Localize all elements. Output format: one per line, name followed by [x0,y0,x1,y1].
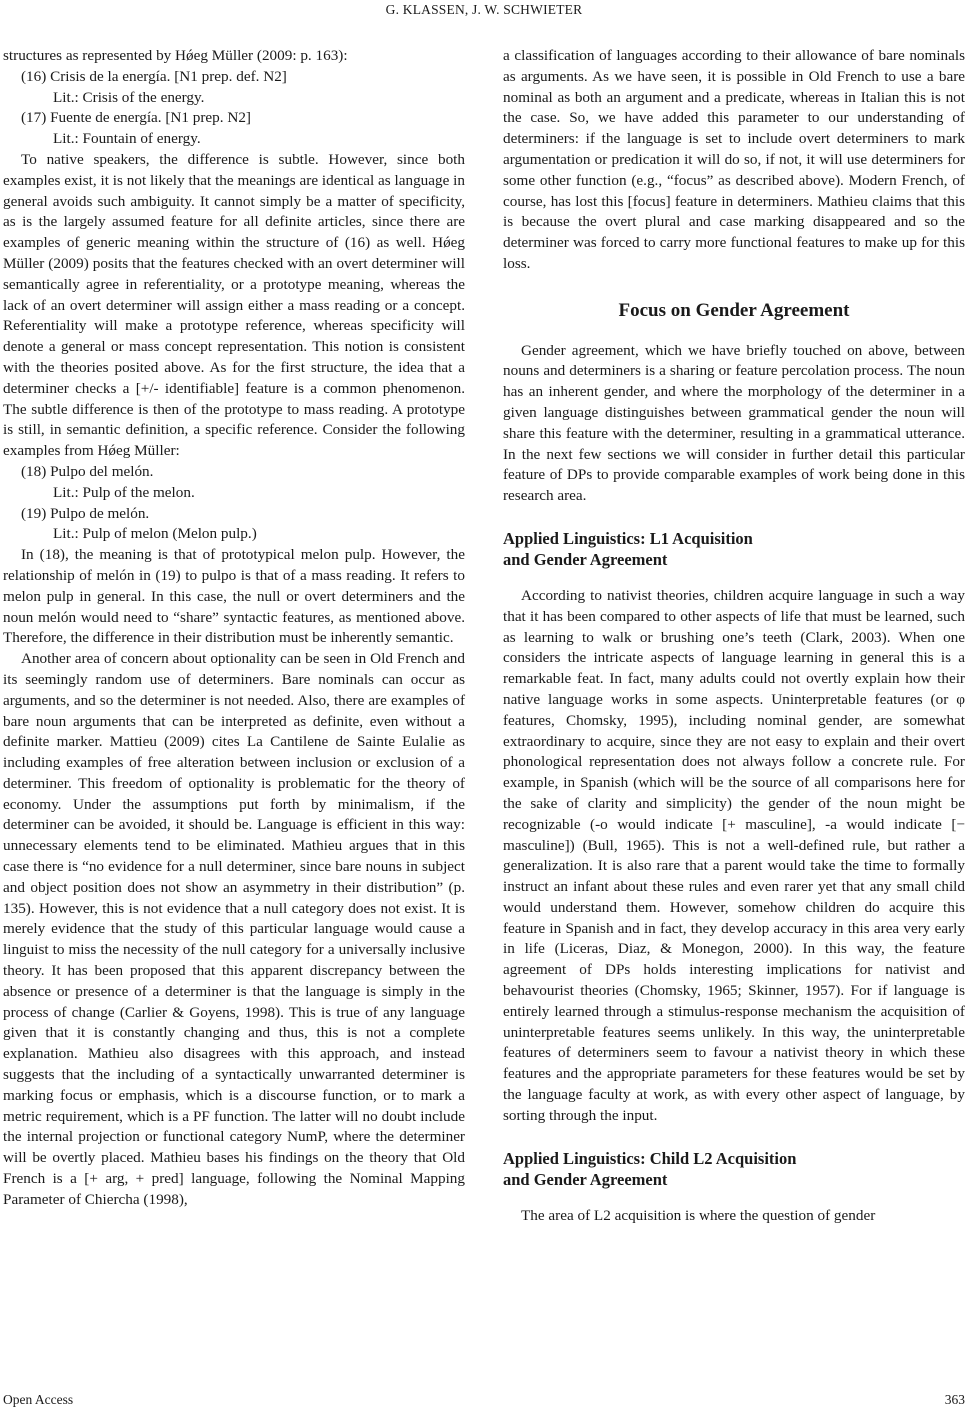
subsection-heading-line: and Gender Agreement [503,1169,668,1189]
example-19: (19) Pulpo de melón. [21,504,150,522]
example-18: (18) Pulpo del melón. [21,462,154,480]
paragraph: In (18), the meaning is that of prototypical melon pulp. However, the relationship of melón in (19) to pulpo is that of a mass reading. It refers to melon pulp in general. In this case, the null or overt determiners and the noun melón would need to “share” syntactic features, as mentioned above. Therefore, the difference in their distribution must be inherently semantic. [3,546,465,647]
example-17: (17) Fuente de energía. [N1 prep. N2] [21,109,251,127]
page-number: 363 [944,1392,965,1407]
example-19-gloss: Lit.: Pulp of melon (Melon pulp.) [53,525,257,543]
subsection-heading-line: Applied Linguistics: Child L2 Acquisition [503,1148,797,1168]
subsection-heading-line: Applied Linguistics: L1 Acquisition [503,528,753,548]
subsection-heading-line: and Gender Agreement [503,549,668,569]
example-17-gloss: Lit.: Fountain of energy. [53,130,201,148]
subsection-heading [503,528,965,570]
paragraph: The area of L2 acquisition is where the question of gender [521,1206,876,1224]
paragraph: Gender agreement, which we have briefly touched on above, between nouns and determiners is a sharing or feature percolation process. The noun has an inherent gender, and where the morphology of the determiner in a given language distinguishes between grammatical gender the noun will share this feature with the determiner, resulting in a grammatical utterance. In the next few sections we will consider in further detail this particular feature of DPs to provide comparable examples of work being done in this research area. [503,341,965,505]
example-18-gloss: Lit.: Pulp of the melon. [53,483,195,501]
example-16-gloss: Lit.: Crisis of the energy. [53,88,205,106]
paragraph: a classification of languages according to their allowance of bare nominals as arguments. As we have seen, it is possible in Old French to use a bare nominal as both an argument and a predicate, whereas in Italian this is not the case. So, we have added this parameter to our understanding of determiners: if the language is set to include overt determiners to mark argumentation or predication it will do so, if not, it will use determiners for some other function (e.g., “focus” as described above). Modern French, of course, has lost this [focus] feature in determiners. Mathieu claims that this is because the overt plural and case marking disappeared and so the determiner was forced to carry more functional features to make up for this loss. [503,47,965,272]
paragraph: Another area of concern about optionality can be seen in Old French and its seemingly random use of determiners. Bare nominals can occur as arguments, and so the determiner is not needed. Also, there are examples of bare noun arguments that can be interpreted as definite, even without a definite marker. Mattieu (2009) cites La Cantilene de Sainte Eulalie as including examples of free alteration between inclusion or exclusion of a determiner. This freedom of optionality is problematic for the theory of economy. Under the assumptions put forth by minimalism, if the determiner can be avoided, it should be. Language is efficient in this way: unnecessary elements tend to be eliminated. Mathieu argues that in this case there is “no evidence for a null determiner, since bare nouns in subject and object position does not show an asymmetry in their distribution” (p. 135). However, this is not evidence that a null category does not exist. It is merely evidence that the study of this particular language would cause a linguist to miss the necessity of the null category for a universally inclusive theory. It has been proposed that this apparent discrepancy between the absence or presence of a determiner is that the language is simply in the process of change (Carlier & Goyens, 1998). This is true of any language given that it is constantly changing and thus, this is not a complete explanation. Mathieu also disagrees with this approach, and instead suggests that the including of a syntactically unwarranted determiner is marking focus or emphasis, which is a discourse function, or to mark a metric requirement, which is a PF function. The latter will no doubt include the internal projection or functional category NumP, where the determiner will be overtly placed. Mathieu bases his findings on the theory that Old French is a [+ arg, + pred] language, following the Nominal Mapping Parameter of Chiercha (1998), [3,650,465,1208]
subsection-heading [503,1148,965,1190]
footer-journal: Open Access [3,1392,74,1407]
paragraph: structures as represented by Hǿeg Müller (2009: p. 163): [3,47,348,64]
section-heading: Focus on Gender Agreement [618,299,850,321]
running-head: G. KLASSEN, J. W. SCHWIETER [385,2,583,17]
paragraph: According to nativist theories, children acquire language in such a way that it has been compared to other aspects of life that must be learned, such as learning to walk or brushing one’s teeth (Clark, 2003). When one considers the intricate aspects of language learning in general this is a remarkable feat. In fact, many adults could not overtly explain how their native language works in some aspects. Uninterpretable features (or φ features, Chomsky, 1995), including nominal gender, are somewhat extraordinary to acquire, since they are not easy to explain and their overt phonological representation does not always follow a concrete rule. For example, in Spanish (which will be the source of all comparisons here for the sake of clarity and simplicity) the gender of the noun might be recognizable (-o would indicate [+ masculine], -a would indicate [− masculine]) (Bull, 1965). This is not a well-defined rule, but rather a generalization. It is also rare that a parent would take the time to formally instruct an infant about these rules and even rarer yet that any small child would understand them. However, somehow children do acquire this feature in Spanish and in fact, they develop accuracy in this area very early in life (Liceras, Diaz, & Monegon, 2000). In this way, the feature agreement of DPs holds interesting implications for nativist and behavourist theories (Chomsky, 1965; Skinner, 1957). For if language is entirely learned through a stimulus-response mechanism the acquisition of uninterpretable features seems unlikely. In this way, the uninterpretable features of determiners seem to favour a nativist theory in which these features and the appropriate parameters for these features would be set by the language faculty at work, as with every other aspect of language, by sorting through the input. [503,586,965,1124]
example-16: (16) Crisis de la energía. [N1 prep. def. N2] [21,67,287,85]
paragraph: To native speakers, the difference is subtle. However, since both examples exist, it is not likely that the meanings are identical as language in general avoids such ambiguity. It cannot simply be a matter of specificity, as is the largely assumed feature for all definite articles, since there are examples of generic meaning within the structure of (16) as well. Hǿeg Müller (2009) posits that the features checked with an overt determiner will semantically agree in referentiality, or a prototype meaning, whereas the lack of an overt determiner will assign either a mass reading or a concept. Referentiality will make a prototype reference, whereas specificity will denote a general or mass concept representation. This notion is consistent with the theories posited above. As for the first structure, the idea that a determiner checks a [+/- identifiable] feature is a common phenomenon. The subtle difference is then of the prototype to mass reading. A prototype is still, in semantic definition, a specific reference. Consider the following examples from Hǿeg Müller: [3,150,465,460]
left-column [3,46,465,1211]
right-column [503,46,965,1226]
